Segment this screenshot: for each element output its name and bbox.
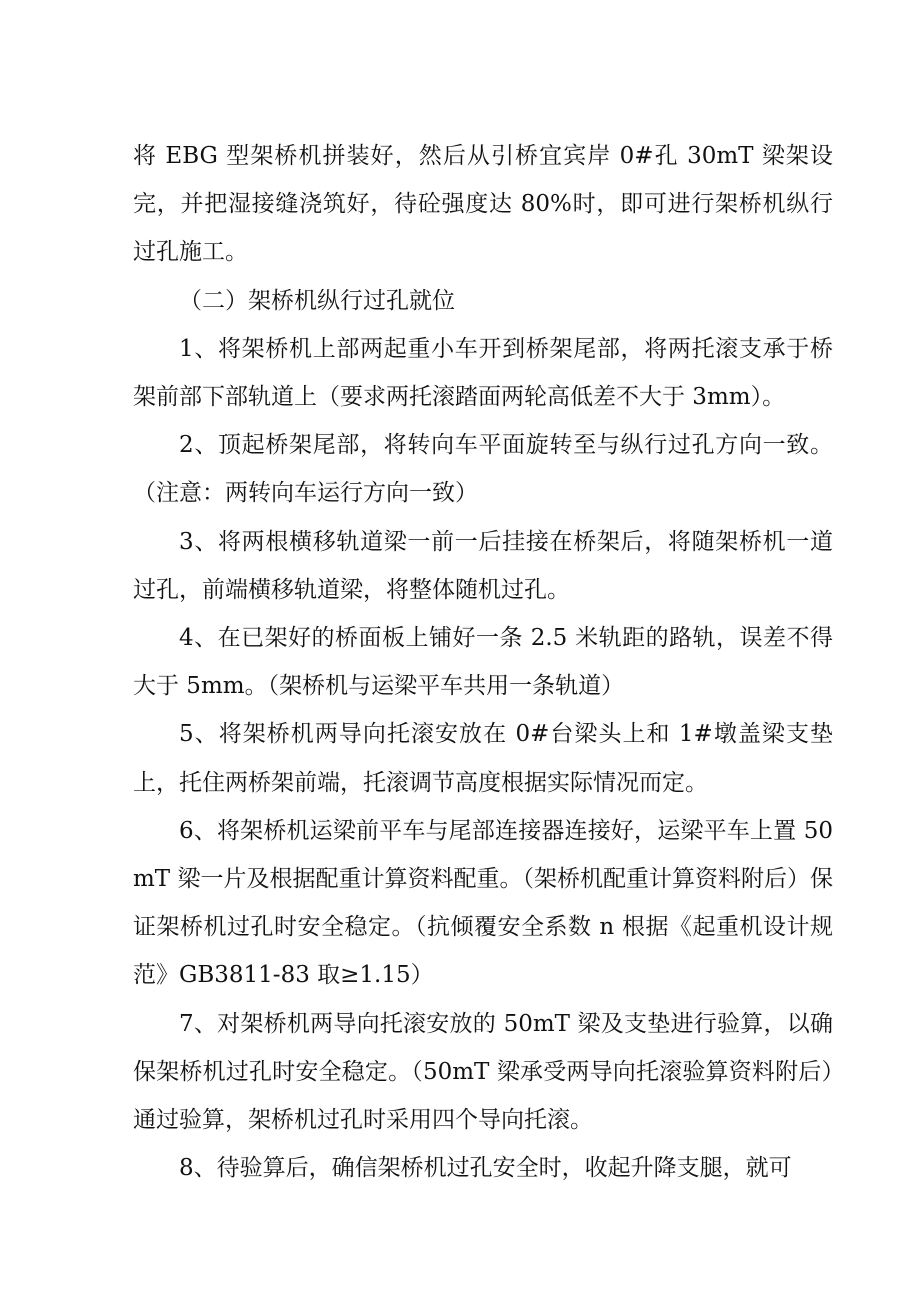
paragraph-step-8: 8、待验算后，确信架桥机过孔安全时，收起升降支腿，就可: [179, 1155, 792, 1182]
paragraph-step-1: 1、将架桥机上部两起重小车开到桥架尾部，将两托滚支承于桥架前部下部轨道上（要求两托滚踏面两轮高低差不大于 3mm）。: [133, 335, 833, 411]
section-heading: （二）架桥机纵行过孔就位: [179, 287, 455, 314]
paragraph-intro: 将 EBG 型架桥机拼装好，然后从引桥宜宾岸 0#孔 30mT 梁架设完，并把湿接缝浇筑好，待砼强度达 80%时，即可进行架桥机纵行过孔施工。: [133, 143, 833, 266]
paragraph-step-7: 7、对架桥机两导向托滚安放的 50mT 梁及支垫进行验算，以确保架桥机过孔时安全稳定。（50mT 梁承受两导向托滚验算资料附后）通过验算，架桥机过孔时采用四个导向托滚。: [133, 1010, 833, 1134]
paragraph-step-3: 3、将两根横移轨道梁一前一后挂接在桥架后，将随架桥机一道过孔，前端横移轨道梁，将整体随机过孔。: [133, 528, 833, 603]
paragraph-step-5: 5、将架桥机两导向托滚安放在 0#台梁头上和 1#墩盖梁支垫上，托住两桥架前端，托滚调节高度根据实际情况而定。: [133, 721, 833, 796]
document-body: [133, 132, 833, 1192]
paragraph-step-4: 4、在已架好的桥面板上铺好一条 2.5 米轨距的路轨，误差不得大于 5mm。（架桥机与运梁平车共用一条轨道）: [133, 625, 833, 700]
paragraph-step-6: 6、将架桥机运梁前平车与尾部连接器连接好，运梁平车上置 50mT 梁一片及根据配重计算资料配重。（架桥机配重计算资料附后）保证架桥机过孔时安全稳定。（抗倾覆安全系数 n 根据《起重机设计规范》GB3811-83 取≥1.15）: [133, 817, 833, 989]
paragraph-step-2: 2、顶起桥架尾部，将转向车平面旋转至与纵行过孔方向一致。（注意：两转向车运行方向一致）: [133, 432, 833, 507]
